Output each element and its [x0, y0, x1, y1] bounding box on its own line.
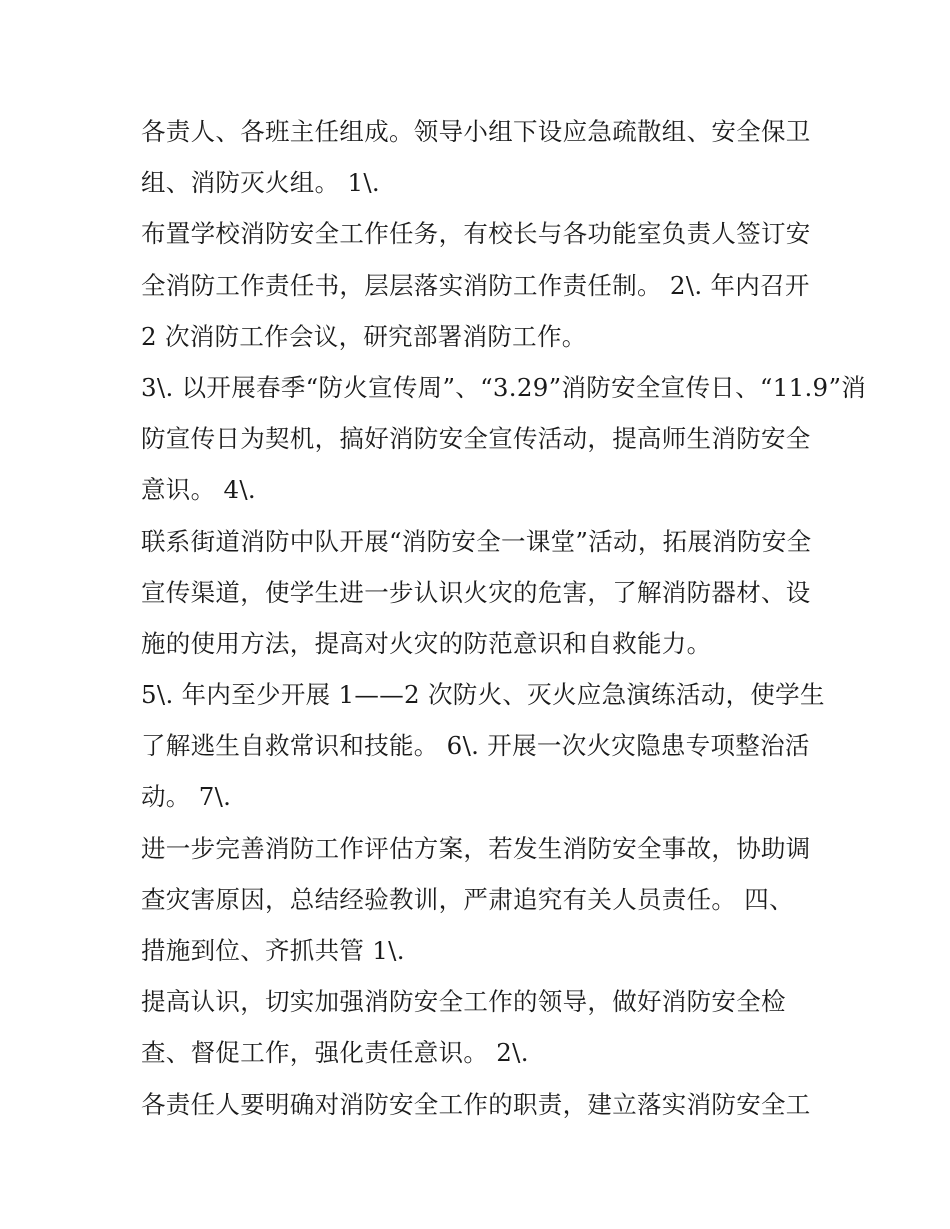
text-line: 进一步完善消防工作评估方案，若发生消防安全事故，协助调	[141, 833, 811, 863]
text-line: 各责任人要明确对消防安全工作的职责，建立落实消防安全工	[141, 1089, 811, 1119]
text-line: 2 次消防工作会议，研究部署消防工作。	[141, 321, 587, 351]
text-line: 3\. 以开展春季“防火宣传周”、“3.29”消防安全宣传日、“11.9”消	[141, 372, 867, 402]
body-text	[141, 106, 867, 1130]
text-line: 5\. 年内至少开展 1——2 次防火、灭火应急演练活动，使学生	[141, 680, 825, 710]
text-line: 各责人、各班主任组成。领导小组下设应急疏散组、安全保卫	[141, 117, 811, 146]
text-line: 查灾害原因，总结经验教训，严肃追究有关人员责任。 四、	[141, 884, 794, 914]
text-line: 提高认识，切实加强消防安全工作的领导，做好消防安全检	[141, 987, 786, 1017]
text-line: 联系街道消防中队开展“消防安全一课堂”活动，拓展消防安全	[141, 526, 812, 556]
text-line: 布置学校消防安全工作任务，有校长与各功能室负责人签订安	[141, 219, 811, 249]
text-line: 防宣传日为契机，搞好消防安全宣传活动，提高师生消防安全	[141, 424, 811, 454]
text-line: 施的使用方法，提高对火灾的防范意识和自救能力。	[141, 628, 712, 658]
text-line: 动。 7\.	[141, 782, 232, 812]
text-line: 了解逃生自救常识和技能。 6\. 开展一次火灾隐患专项整治活	[141, 731, 810, 761]
text-line: 措施到位、齐抓共管 1\.	[141, 936, 405, 965]
text-line: 全消防工作责任书，层层落实消防工作责任制。 2\. 年内召开	[141, 270, 810, 300]
text-line: 意识。 4\.	[141, 475, 257, 505]
text-line: 查、督促工作，强化责任意识。 2\.	[141, 1038, 529, 1068]
text-line: 宣传渠道，使学生进一步认识火灾的危害，了解消防器材、设	[141, 577, 811, 607]
text-line: 组、消防灭火组。 1\.	[141, 168, 381, 198]
